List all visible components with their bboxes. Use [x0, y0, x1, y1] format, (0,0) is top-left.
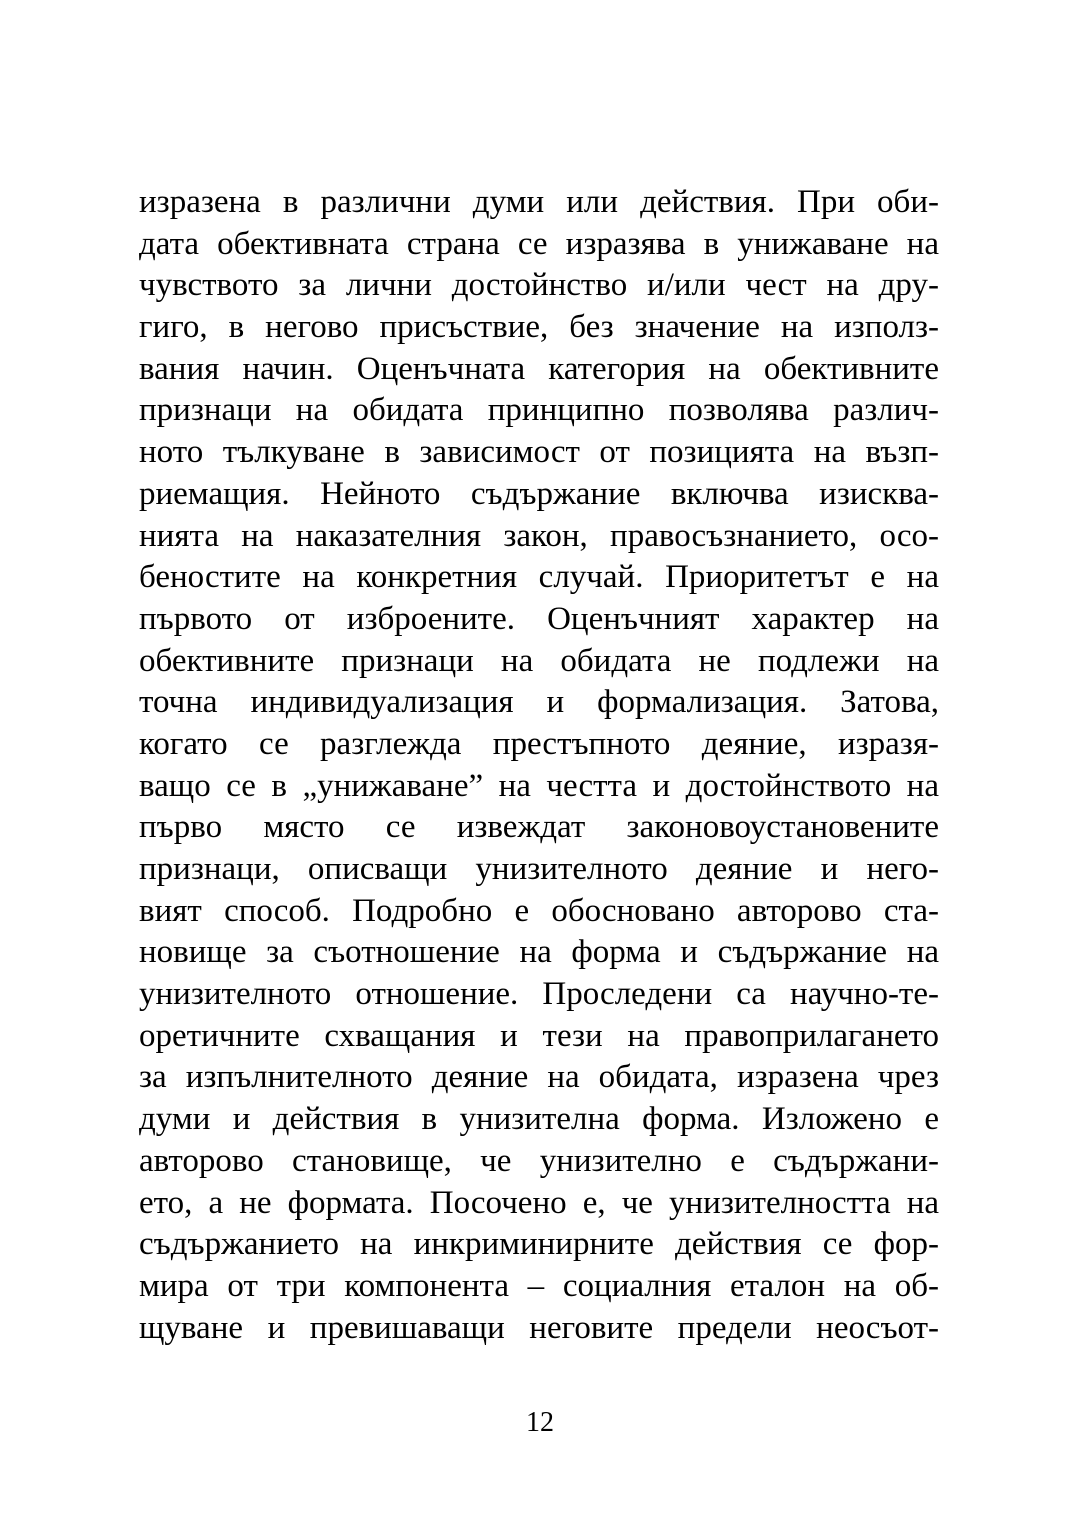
text-line: признаци на обидата принципно позволява различ-: [139, 392, 939, 429]
text-line: вият способ. Подробно е обосновано авторово ста-: [139, 892, 939, 929]
text-line: нията на наказателния закон, правосъзнанието, осо-: [139, 517, 939, 554]
text-line: изразена в различни думи или действия. При оби-: [139, 184, 939, 220]
body-text: [139, 182, 939, 1349]
text-line: думи и действия в унизителна форма. Изложено е: [139, 1101, 939, 1138]
text-line: признаци, описващи унизителното деяние и него-: [139, 851, 939, 887]
text-line: новище за съотношение на форма и съдържание на: [139, 934, 939, 971]
text-line: мира от три компонента – социалния еталон на об-: [139, 1267, 939, 1304]
text-line: когато се разглежда престъпното деяние, изразя-: [139, 725, 939, 762]
text-line: обективните признаци на обидата не подлежи на: [139, 642, 939, 679]
text-line: оретичните схващания и тези на правоприлагането: [139, 1017, 939, 1054]
text-line: първото от изброените. Оценъчният характер на: [139, 600, 939, 637]
text-line: първо място се извеждат законовоустановените: [139, 809, 939, 846]
page-number: 12: [526, 1407, 554, 1438]
text-line: точна индивидуализация и формализация. Затова,: [139, 684, 939, 721]
text-line: авторово становище, че унизително е съдържани-: [139, 1142, 939, 1179]
text-line: вания начин. Оценъчната категория на обективните: [139, 350, 939, 387]
text-line: риемащия. Нейното съдържание включва изисква-: [139, 475, 939, 512]
text-line: беностите на конкретния случай. Приоритетът е на: [139, 559, 939, 596]
text-line: ното тълкуване в зависимост от позицията на възп-: [139, 434, 939, 471]
text-line: чувството за лични достойнство и/или чест на дру-: [139, 267, 939, 304]
text-line: ващо се в „унижаване” на честта и достойнството на: [139, 767, 939, 804]
text-line: за изпълнителното деяние на обидата, изразена чрез: [139, 1059, 939, 1096]
text-line: съдържанието на инкриминирните действия се фор-: [139, 1226, 939, 1263]
text-line: гиго, в негово присъствие, без значение на използ-: [139, 309, 939, 346]
text-line: дата обективната страна се изразява в унижаване на: [139, 225, 939, 262]
text-line: унизителното отношение. Проследени са научно-те-: [139, 976, 939, 1013]
text-line: ето, а не формата. Посочено е, че унизителността на: [139, 1184, 939, 1221]
text-line: щуване и превишаващи неговите предели неосъот-: [139, 1309, 939, 1346]
